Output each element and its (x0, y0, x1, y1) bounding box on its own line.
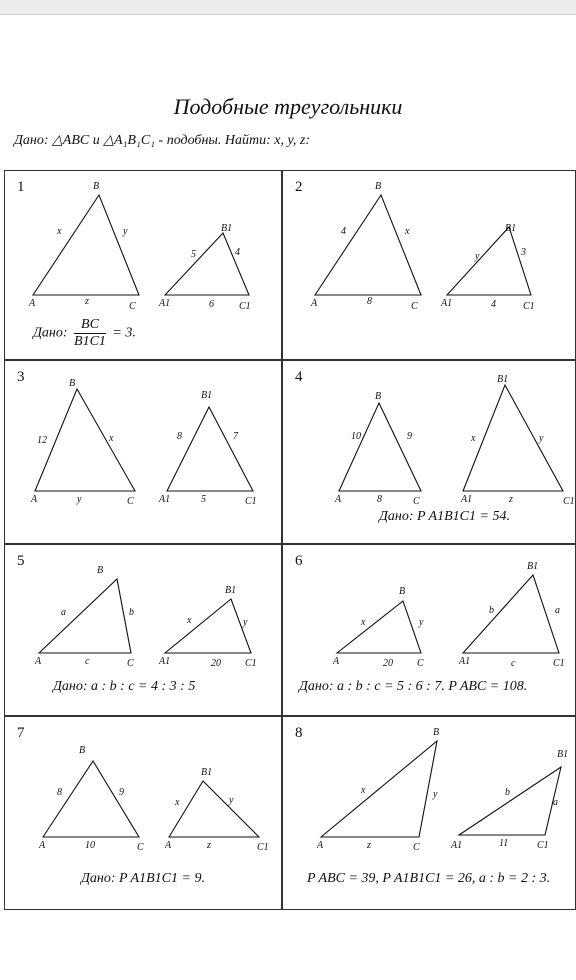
vertex-a1: A (165, 840, 172, 851)
side-b1c1: 3 (521, 247, 526, 258)
triangle-abc (315, 195, 421, 295)
vertex-c1: C1 (523, 301, 535, 312)
problem-6-given: Дано: a : b : c = 5 : 6 : 7. P ABC = 108. (299, 679, 528, 694)
side-b1c1: y (229, 795, 234, 806)
side-bc: y (433, 789, 438, 800)
triangle-abc (39, 579, 131, 653)
side-ab: x (57, 226, 62, 237)
vertex-b1: B1 (225, 585, 237, 596)
side-ab: x (361, 785, 366, 796)
problem-5 (4, 544, 282, 716)
side-a1b1: b (489, 605, 494, 616)
side-b1c1: a (555, 605, 560, 616)
vertex-c: C (129, 301, 136, 312)
triangle-a1b1c1 (447, 227, 531, 295)
side-bc: 9 (119, 787, 124, 798)
triangle-a1b1c1 (165, 233, 249, 295)
vertex-c1: C1 (563, 496, 575, 507)
side-ab: 4 (341, 226, 346, 237)
triangle-abc (321, 741, 437, 837)
vertex-b1: B1 (527, 561, 539, 572)
side-bc: y (419, 617, 424, 628)
side-ac: z (85, 296, 89, 307)
vertex-b1: B1 (201, 390, 213, 401)
problem-3-figure (5, 361, 283, 545)
vertex-b: B (79, 745, 86, 756)
triangle-a1b1c1 (463, 385, 563, 491)
triangle-abc (33, 195, 139, 295)
vertex-a1: A1 (461, 494, 473, 505)
vertex-a1: A1 (159, 494, 171, 505)
browser-top-bar (0, 0, 576, 15)
problem-8 (282, 716, 576, 910)
side-a1b1: 5 (191, 249, 196, 260)
vertex-a: A (39, 840, 46, 851)
side-b1c1: y (539, 433, 544, 444)
given-statement: Дано: △ABC и △A₁B₁C₁ - подобны. Найти: x, y, z: (14, 133, 311, 148)
problem-6 (282, 544, 576, 716)
side-a1b1: x (175, 797, 180, 808)
vertex-b: B (97, 565, 104, 576)
vertex-a1: A1 (159, 298, 171, 309)
side-b1c1: a (553, 797, 558, 808)
triangle-a1b1c1 (169, 781, 259, 837)
vertex-a1: A1 (451, 840, 463, 851)
vertex-a: A (317, 840, 324, 851)
side-a1b1: x (187, 615, 192, 626)
side-ac: z (367, 840, 371, 851)
vertex-b1: B1 (221, 223, 233, 234)
vertex-c: C (411, 301, 418, 312)
vertex-c1: C1 (245, 496, 257, 507)
side-a1c1: 6 (209, 299, 214, 310)
problem-8-given: P ABC = 39, P A1B1C1 = 26, a : b = 2 : 3. (307, 871, 551, 886)
vertex-a: A (35, 656, 42, 667)
side-ac: 10 (85, 840, 95, 851)
side-a1b1: x (471, 433, 476, 444)
vertex-b1: B1 (505, 223, 517, 234)
side-ab: 12 (37, 435, 47, 446)
vertex-b1: B1 (557, 749, 569, 760)
vertex-c: C (413, 496, 420, 507)
vertex-c: C (127, 658, 134, 669)
vertex-b1: B1 (201, 767, 213, 778)
vertex-c1: C1 (257, 842, 269, 853)
worksheet-title: Подобные треугольники (173, 94, 403, 119)
side-a1c1: 20 (211, 658, 221, 669)
problem-number: 8 (295, 725, 303, 741)
side-ab: 10 (351, 431, 361, 442)
side-a1c1: 4 (491, 299, 496, 310)
problem-number: 4 (295, 369, 303, 385)
side-a1b1: 8 (177, 431, 182, 442)
vertex-b: B (399, 586, 406, 597)
vertex-b1: B1 (497, 374, 509, 385)
side-bc: y (123, 226, 128, 237)
triangle-a1b1c1 (167, 407, 253, 491)
vertex-a1: A1 (441, 298, 453, 309)
side-a1b1: b (505, 787, 510, 798)
triangle-a1b1c1 (165, 599, 251, 653)
side-ab: 8 (57, 787, 62, 798)
side-a1c1: 11 (499, 838, 509, 849)
vertex-c: C (127, 496, 134, 507)
problem-number: 7 (17, 725, 25, 741)
vertex-b: B (375, 391, 382, 402)
problem-2 (282, 170, 576, 360)
triangle-abc (43, 761, 139, 837)
side-ac: c (85, 656, 90, 667)
problem-3 (4, 360, 282, 544)
vertex-c: C (413, 842, 420, 853)
vertex-c1: C1 (239, 301, 251, 312)
side-a1c1: 5 (201, 494, 206, 505)
vertex-a: A (31, 494, 38, 505)
vertex-a1: A1 (159, 656, 171, 667)
problem-4-given: Дано: P A1B1C1 = 54. (379, 509, 510, 524)
triangle-abc (337, 601, 421, 653)
vertex-c: C (417, 658, 424, 669)
problem-number: 5 (17, 553, 25, 569)
vertex-a: A (311, 298, 318, 309)
triangle-abc (339, 403, 421, 491)
vertex-b: B (375, 181, 382, 192)
problem-number: 2 (295, 179, 303, 195)
problem-number: 6 (295, 553, 303, 569)
problem-5-given: Дано: a : b : c = 4 : 3 : 5 (53, 679, 196, 694)
side-ac: 8 (367, 296, 372, 307)
vertex-b: B (93, 181, 100, 192)
vertex-b: B (69, 378, 76, 389)
side-ab: x (361, 617, 366, 628)
problem-1-given: Дано: $\frac{BC}{B1C1}$ = 3. (33, 317, 136, 349)
problems-grid (4, 170, 576, 910)
side-bc: 9 (407, 431, 412, 442)
vertex-b: B (433, 727, 440, 738)
vertex-c1: C1 (245, 658, 257, 669)
problem-7-given: Дано: P A1B1C1 = 9. (81, 871, 205, 886)
vertex-a1: A1 (459, 656, 471, 667)
vertex-c1: C1 (537, 840, 549, 851)
ratio-fraction: $\frac{BC}{B1C1}$ (74, 317, 106, 349)
side-b1c1: y (243, 617, 248, 628)
side-a1c1: z (509, 494, 513, 505)
problem-2-figure (283, 171, 576, 361)
problem-4 (282, 360, 576, 544)
side-ac: y (77, 494, 82, 505)
side-bc: x (109, 433, 114, 444)
side-bc: b (129, 607, 134, 618)
side-a1b1: y (475, 251, 480, 262)
triangle-a1b1c1 (459, 767, 561, 835)
vertex-a: A (29, 298, 36, 309)
vertex-c1: C1 (553, 658, 565, 669)
side-a1c1: c (511, 658, 516, 669)
problem-number: 3 (17, 369, 25, 385)
side-b1c1: 7 (233, 431, 238, 442)
problem-1 (4, 170, 282, 360)
side-ac: 8 (377, 494, 382, 505)
vertex-a: A (335, 494, 342, 505)
side-ab: a (61, 607, 66, 618)
side-bc: x (405, 226, 410, 237)
problem-number: 1 (17, 179, 25, 195)
side-a1c1: z (207, 840, 211, 851)
vertex-a: A (333, 656, 340, 667)
side-ac: 20 (383, 658, 393, 669)
side-b1c1: 4 (235, 247, 240, 258)
triangle-a1b1c1 (463, 575, 559, 653)
problem-7 (4, 716, 282, 910)
triangle-abc (35, 389, 135, 491)
vertex-c: C (137, 842, 144, 853)
